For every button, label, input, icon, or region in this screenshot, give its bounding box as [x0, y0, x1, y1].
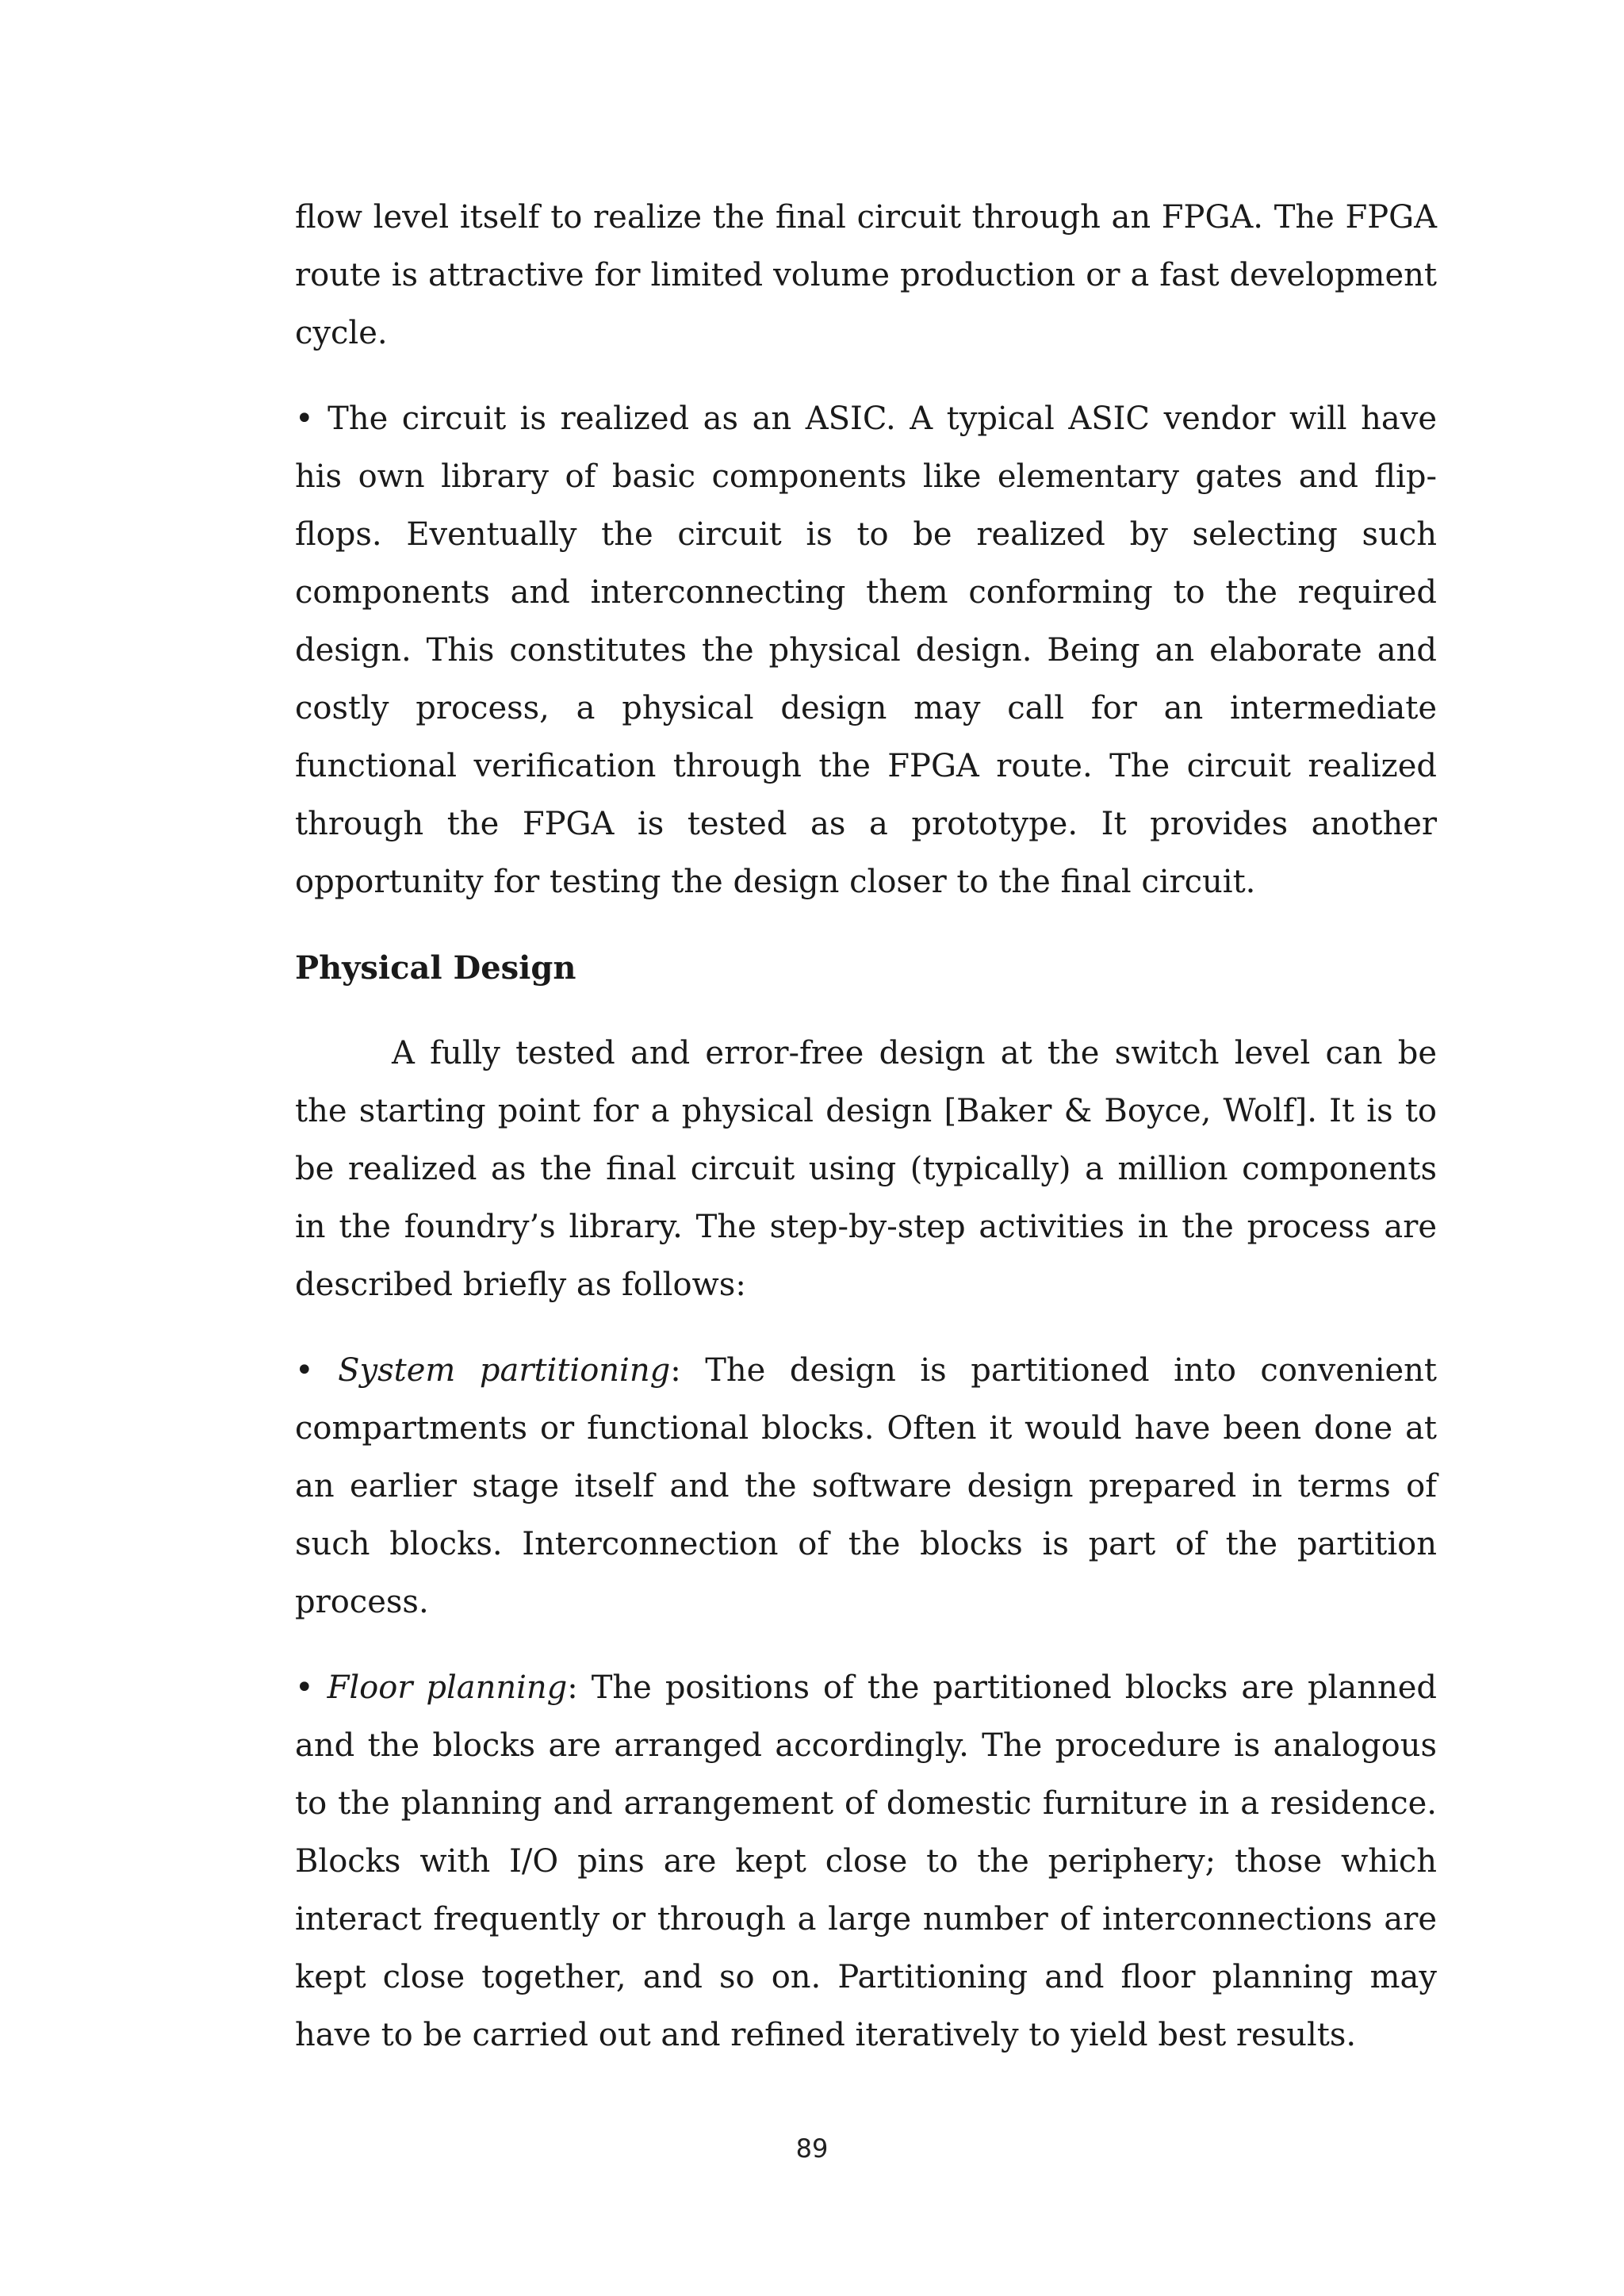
page-body	[295, 189, 1437, 2064]
paragraph-asic: • The circuit is realized as an ASIC. A typical ASIC vendor will have his own library of basic components like elementary gates and flip-flops. Eventually the circuit is to be realized by selecting such components and interconnecting them conforming to the required design. This constitutes the physical design. Being an elaborate and costly process, a physical design may call for an intermediate functional verification through the FPGA route. The circuit realized through the FPGA is tested as a prototype. It provides another opportunity for testing the design closer to the final circuit.	[295, 401, 1437, 900]
section-heading-physical-design: Physical Design	[295, 949, 576, 987]
item-text: : The positions of the partitioned blocks are planned and the blocks are arranged accordingly. The procedure is analogous to the planning and arrangement of domestic furniture in a residence. Blocks with I/O pins are kept close to the periphery; those which interact frequently or through a large number of interconnections are kept close together, and so on. Partitioning and floor planning may have to be carried out and refined iteratively to yield best results.	[295, 1669, 1437, 2053]
bullet: •	[295, 1352, 339, 1389]
list-item-floor-planning	[295, 1659, 1437, 2064]
term-system-partitioning: System partitioning	[338, 1352, 671, 1389]
list-item-system-partitioning	[295, 1342, 1437, 1631]
paragraph-fpga-route: flow level itself to realize the final circuit through an FPGA. The FPGA route is attractive for limited volume production or a fast development cycle.	[295, 199, 1437, 351]
paragraph-physical-design-intro: A fully tested and error-free design at the switch level can be the starting point for a physical design [Baker & Boyce, Wolf]. It is to be realized as the final circuit using (typically) a million components in the foundry’s library. The step-by-step activities in the process are described briefly as follows:	[295, 1035, 1437, 1303]
item-text: : The design is partitioned into convenient compartments or functional blocks. Often it would have been done at an earlier stage itself and the software design prepared in terms of such blocks. Interconnection of the blocks is part of the partition process.	[295, 1352, 1438, 1620]
page-number: 89	[795, 2133, 829, 2164]
term-floor-planning: Floor planning	[327, 1669, 568, 1706]
bullet: •	[295, 1669, 327, 1706]
